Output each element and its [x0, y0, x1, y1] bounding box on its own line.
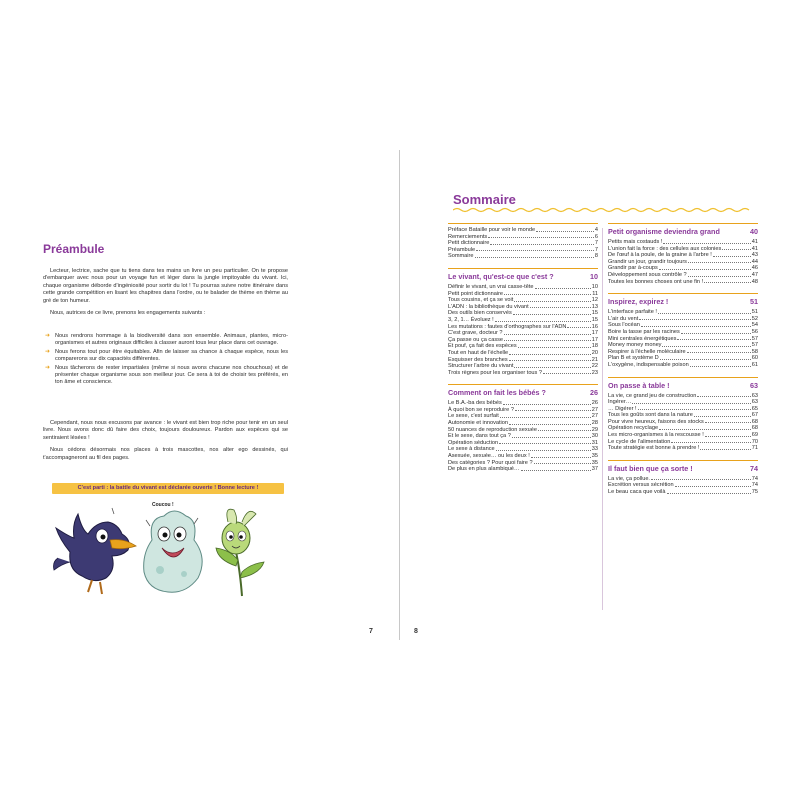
toc-entry[interactable]: Le sexe, c'est surfait 27: [448, 413, 598, 420]
toc-entry[interactable]: Sommaire 8: [448, 253, 598, 260]
toc-entry[interactable]: Préface Bataille pour voir le monde 4: [448, 227, 598, 233]
blob-mascot-icon: [144, 511, 203, 592]
paragraph: Lecteur, lectrice, sache que tu tiens dans tes mains un livre un peu particulier. On te propose d'embarquer avec nous pour un voyage fun et léger dans la jungle impitoyable du vivant. Ici, chaque organisme déborde d'ingéniosité pour sortir du lot ! Tu pourras suivre notre itinéraire dans cette grande compétition en lisant les chapitres dans l'ordre, ou te balader de thème en thème au gré de ton humeur.: [43, 268, 288, 304]
page-number: 7: [369, 628, 373, 635]
toc-section: [608, 377, 758, 452]
toc-entry[interactable]: Autonomie et innovation 28: [448, 420, 598, 427]
opening-banner: C'est parti : la battle du vivant est déclarée ouverte ! Bonne lecture !: [52, 483, 284, 494]
toc-entry[interactable]: Toutes les bonnes choses ont une fin ! 48: [608, 278, 758, 285]
toc-entry[interactable]: Asexuée, sexuée… ou les deux ! 35: [448, 453, 598, 460]
toc-entry[interactable]: Développement sous contrôle ? 47: [608, 271, 758, 278]
toc-column-left: [448, 223, 598, 473]
toc-entry[interactable]: Le B.A.-ba des bébés 26: [448, 400, 598, 407]
column-divider: [602, 228, 603, 610]
toc-entry[interactable]: Ingérer… 63: [608, 399, 758, 406]
toc-entry[interactable]: Définir le vivant, un vrai casse-tête 10: [448, 283, 598, 290]
toc-entry[interactable]: Petit dictionnaire 7: [448, 240, 598, 247]
list-item: ➜ Nous rendrons hommage à la biodiversité dans son ensemble. Animaux, plantes, micro-organismes et autres originaux difficiles à classer auront tous leur place dans cet ouvrage.: [45, 333, 288, 347]
toc-entry[interactable]: Préambule 7: [448, 246, 598, 253]
toc-entry[interactable]: Mini centrales énergétiques 57: [608, 335, 758, 342]
toc-entry[interactable]: Sous l'océan 54: [608, 322, 758, 329]
toc-entry[interactable]: L'ADN : la bibliothèque du vivant 13: [448, 303, 598, 310]
toc-entry[interactable]: 3, 2, 1… Évoluez ! 15: [448, 316, 598, 323]
speech-text: Coucou !: [152, 502, 174, 508]
toc-entry[interactable]: L'union fait la force : des cellules aux colonies 41: [608, 245, 758, 252]
toc-section: [448, 268, 598, 376]
section-heading[interactable]: On passe à table ! 63: [608, 380, 758, 390]
toc-entry[interactable]: Money money money 57: [608, 342, 758, 349]
toc-entry[interactable]: L'oxygène, indispensable poison 61: [608, 361, 758, 368]
toc-entry[interactable]: Petit point dictionnaire 11: [448, 290, 598, 297]
toc-entry[interactable]: Structurer l'arbre du vivant 22: [448, 363, 598, 370]
toc-entry[interactable]: Le beau caca que voilà 75: [608, 489, 758, 496]
toc-entry[interactable]: Le sexe à distance 33: [448, 446, 598, 453]
toc-entry[interactable]: Grandir par à-coups 46: [608, 265, 758, 272]
toc-section: [608, 293, 758, 368]
toc-entry[interactable]: De plus en plus alambiqué… 37: [448, 466, 598, 473]
toc-entry[interactable]: Grandir un jour, grandir toujours 44: [608, 258, 758, 265]
toc-entry[interactable]: Remerciements 6: [448, 233, 598, 240]
toc-entry[interactable]: Plan B et système D 60: [608, 355, 758, 362]
toc-entry[interactable]: Tous les goûts sont dans la nature 67: [608, 412, 758, 419]
section-heading[interactable]: Petit organisme deviendra grand 40: [608, 227, 758, 236]
toc-intro: [448, 223, 598, 260]
toc-section: [608, 223, 758, 285]
toc-entry[interactable]: Toute stratégie est bonne à prendre ! 71: [608, 445, 758, 452]
toc-entry[interactable]: Opération séduction 31: [448, 439, 598, 446]
section-heading[interactable]: Comment on fait les bébés ? 26: [448, 388, 598, 398]
paragraph: Nous, autrices de ce livre, prenons les engagements suivants :: [50, 310, 206, 317]
crow-mascot-icon: [54, 514, 137, 594]
toc-entry[interactable]: La vie, ça pollue. 74: [608, 475, 758, 482]
paragraph: Nous cédons désormais nos places à trois mascottes, nos alter ego dessinés, qui t'accompagneront au fil des pages.: [43, 447, 288, 461]
toc-entry[interactable]: Des outils bien conservés 15: [448, 310, 598, 317]
wavy-underline-icon: [453, 207, 755, 213]
mascots-illustration: [52, 500, 292, 600]
toc-entry[interactable]: Tous cousins, et ça se voit 12: [448, 297, 598, 304]
toc-entry[interactable]: Les micro-organismes à la rescousse ! 69: [608, 432, 758, 439]
toc-entry[interactable]: Esquisser des branches 21: [448, 356, 598, 363]
arrow-bullet-icon: ➜: [45, 348, 51, 355]
preamble-body: [43, 268, 288, 322]
paragraph: Cependant, nous nous excusons par avance : le vivant est bien trop riche pour tenir en un seul livre. Nous avons donc dû faire des choix, toujours douloureux. Pardon aux espèces qui se sentiraient lésées !: [43, 420, 288, 441]
toc-entry[interactable]: Petits mais costauds ! 41: [608, 239, 758, 245]
toc-entry[interactable]: Excrétion versus sécrétion 74: [608, 482, 758, 489]
spine-divider: [399, 150, 400, 640]
section-heading[interactable]: Le vivant, qu'est-ce que c'est ? 10: [448, 271, 598, 281]
toc-entry[interactable]: 50 nuances de reproduction sexuée 29: [448, 426, 598, 433]
page-title: Sommaire: [453, 192, 516, 207]
toc-entry[interactable]: Les mutations : fautes d'orthographes sur l'ADN 16: [448, 323, 598, 330]
right-page: [401, 0, 800, 800]
toc-entry[interactable]: Respirer à l'échelle moléculaire 58: [608, 348, 758, 355]
toc-entry[interactable]: Et le sexe, dans tout ça ? 30: [448, 433, 598, 440]
toc-entry[interactable]: L'interface parfaite ! 51: [608, 309, 758, 316]
toc-entry[interactable]: Ça passe ou ça casse 17: [448, 336, 598, 343]
toc-entry[interactable]: Des catégories ? Pour quoi faire ? 35: [448, 459, 598, 466]
arrow-bullet-icon: ➜: [45, 333, 51, 339]
section-heading[interactable]: Inspirez, expirez ! 51: [608, 297, 758, 307]
toc-entry[interactable]: Et pouf, ça fait des espèces 18: [448, 343, 598, 350]
toc-entry[interactable]: Le cycle de l'alimentation 70: [608, 438, 758, 445]
toc-entry[interactable]: C'est grave, docteur ? 17: [448, 330, 598, 337]
list-item: ➜ Nous tâcherons de rester impartiales (même si nous avons chacune nos chouchous) et de présenter chaque organisme sous son meilleur jour. Ce sera à toi de choisir tes préférés, en ton âme et conscience.: [45, 364, 288, 386]
toc-entry[interactable]: Tout en haut de l'échelle 20: [448, 349, 598, 356]
toc-entry[interactable]: L'air du vent 52: [608, 315, 758, 322]
left-page: [0, 0, 399, 800]
toc-entry[interactable]: Boire la tasse par les racines 56: [608, 328, 758, 335]
toc-entry[interactable]: À quoi bon se reproduire ? 27: [448, 406, 598, 413]
engagement-list: [43, 333, 288, 388]
plant-mascot-icon: [216, 509, 264, 596]
list-item: ➜ Nous ferons tout pour être équitables. Afin de laisser sa chance à chaque espèce, nous les comparerons sur dix capacités différentes.: [45, 348, 288, 363]
page-number: 8: [414, 628, 418, 635]
toc-column-right: [608, 223, 758, 496]
toc-entry[interactable]: Trois règnes pour les organiser tous ? 23: [448, 369, 598, 376]
arrow-bullet-icon: ➜: [45, 364, 51, 371]
toc-entry[interactable]: … Digérer ! 65: [608, 405, 758, 412]
toc-section: [448, 384, 598, 473]
toc-entry[interactable]: De l'œuf à la poule, de la graine à l'arbre ! 43: [608, 252, 758, 259]
page-title: Préambule: [43, 242, 105, 256]
toc-entry[interactable]: La vie, ce grand jeu de construction 63: [608, 392, 758, 399]
section-heading[interactable]: Il faut bien que ça sorte ! 74: [608, 463, 758, 473]
toc-entry[interactable]: Pour vivre heureux, faisons des stocks 68: [608, 418, 758, 425]
preamble-body-2: [43, 420, 288, 467]
toc-section: [608, 460, 758, 496]
toc-entry[interactable]: Opération recyclage 68: [608, 425, 758, 432]
